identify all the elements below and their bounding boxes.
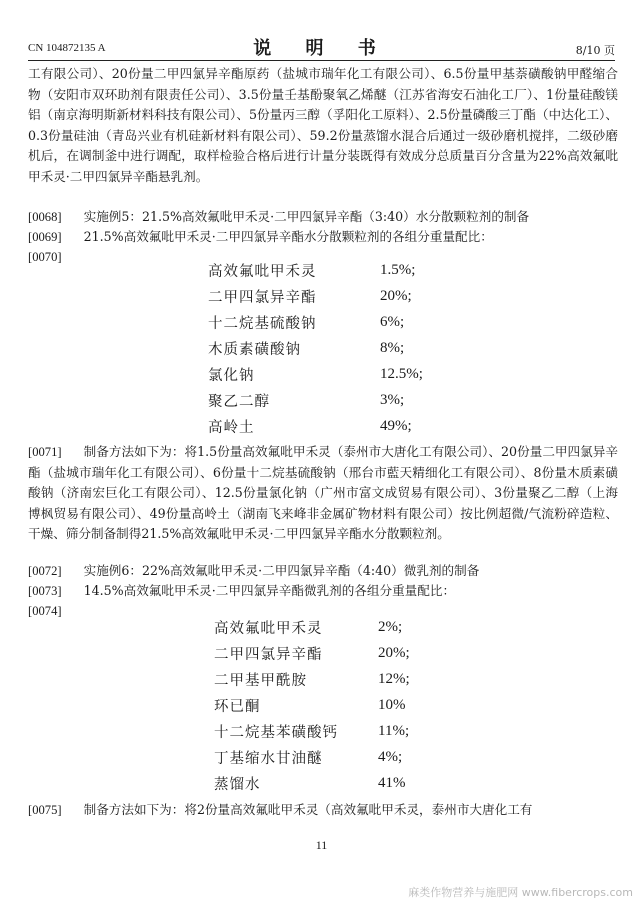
component-name: 二甲基甲酰胺 [214,672,307,689]
component-name: 聚乙二醇 [208,393,270,410]
component-name: 木质素磺酸钠 [208,341,301,358]
component-name: 十二烷基硫酸钠 [208,315,317,332]
composition-row [214,744,410,770]
composition-row [214,770,410,796]
component-ratio: 20%; [380,287,412,304]
component-ratio: 41% [378,774,406,791]
component-ratio: 20%; [378,644,410,661]
component-ratio: 3%; [380,391,405,408]
paragraph-tag: [0074] [28,604,62,618]
patent-number: CN 104872135 A [28,42,106,54]
composition-row [214,666,410,692]
composition-row [208,361,423,387]
header-divider [28,60,615,61]
component-name: 高岭土 [208,419,255,436]
composition-row [208,413,423,439]
component-name: 丁基缩水甘油醚 [214,750,323,767]
paragraph-tag: [0072] [28,564,62,578]
composition-row [214,614,410,640]
component-name: 高效氟吡甲禾灵 [214,620,323,637]
composition-row [208,257,423,283]
composition-row [214,692,410,718]
paragraph-tag: [0068] [28,210,62,224]
composition-row [214,640,410,666]
component-name: 二甲四氯异辛酯 [208,289,317,306]
component-ratio: 8%; [380,339,405,356]
composition-row [208,283,423,309]
page-header [28,32,615,58]
paragraph-tag: [0071] [28,445,62,459]
composition-row [208,309,423,335]
component-ratio: 6%; [380,313,405,330]
component-name: 高效氟吡甲禾灵 [208,263,317,280]
component-name: 环已酮 [214,698,261,715]
component-name: 二甲四氯异辛酯 [214,646,323,663]
paragraph-tag: [0070] [28,250,62,264]
component-name: 氯化钠 [208,367,255,384]
component-name: 十二烷基苯磺酸钙 [214,724,338,741]
page-indicator: 8/10 页 [575,44,615,57]
composition-row [214,718,410,744]
document-title: 说 明 书 [253,38,390,59]
component-ratio: 49%; [380,417,412,434]
component-name: 蒸馏水 [214,776,261,793]
paragraph-0072: [0072] 实施例6：22%高效氟吡甲禾灵·二甲四氯异辛酯（4:40）微乳剂的制备 [28,563,480,578]
paragraph-0071: [0071] 制备方法如下为：将1.5份量高效氟吡甲禾灵（泰州市大唐化工有限公司）、20份量二甲四氯异辛酯（盐城市瑞年化工有限公司）、6份量十二烷基硫酸钠（邢台市藍天精细化工有限公司）、8份量木质素磺酸钠（济南宏巨化工有限公司）、12.5份量氯化钠（广州市富文成贸易有限公司）、3份量聚乙二醇（上海博枫贸易有限公司）、49份量高岭土（湖南飞来峰非金属矿物材料有限公司）按比例超微/气流粉碎造粒、干燥、筛分制备制得21.5%高效氟吡甲禾灵·二甲四氯异辛酯水分散颗粒剂。 [28,444,618,541]
composition-table-1 [208,257,423,439]
paragraph-tag: [0075] [28,803,62,817]
paragraph-0068: [0068] 实施例5：21.5%高效氟吡甲禾灵·二甲四氯异辛酯（3:40）水分散颗粒剂的制备 [28,209,530,224]
paragraph-0075: [0075] 制备方法如下为：将2份量高效氟吡甲禾灵（高效氟吡甲禾灵，泰州市大唐化工有 [28,802,533,817]
paragraph-0073: [0073] 14.5%高效氟吡甲禾灵·二甲四氯异辛酯微乳剂的各组分重量配比： [28,583,456,598]
watermark: 麻类作物营养与施肥网 www.fibercrops.com [408,886,633,899]
component-ratio: 12.5%; [380,365,423,382]
page-number: 11 [315,838,328,852]
paragraph-0069: [0069] 21.5%高效氟吡甲禾灵·二甲四氯异辛酯水分散颗粒剂的各组分重量配比： [28,229,493,244]
component-ratio: 12%; [378,670,410,687]
paragraph-tag: [0069] [28,230,62,244]
component-ratio: 1.5%; [380,261,416,278]
component-ratio: 4%; [378,748,403,765]
paragraph-continued: 工有限公司）、20份量二甲四氯异辛酯原药（盐城市瑞年化工有限公司）、6.5份量甲基萘磺酸钠甲醛缩合物（安阳市双环助剂有限责任公司）、3.5份量壬基酚聚氧乙烯醚（江苏省海安石油化工厂）、1份量硅酸镁铝（南京海明斯新材料科技有限公司）、5份量丙三醇（孚阳化工原料）、2.5份量磷酸三丁酯（中达化工）、0.3份量硅油（青岛兴业有机硅新材料有限公司）、59.2份量蒸馏水混合后通过一级砂磨机搅拌，二级砂磨机后，在调制釜中进行调配，取样检验合格后进行计量分装既得有效成分总质量百分含量为22%高效氟吡甲禾灵·二甲四氯异辛酯悬乳剂。 [28,66,618,184]
component-ratio: 2%; [378,618,403,635]
composition-row [208,387,423,413]
paragraph-tag: [0073] [28,584,62,598]
composition-row [208,335,423,361]
composition-table-2 [214,614,410,796]
component-ratio: 11%; [378,722,410,739]
component-ratio: 10% [378,696,406,713]
